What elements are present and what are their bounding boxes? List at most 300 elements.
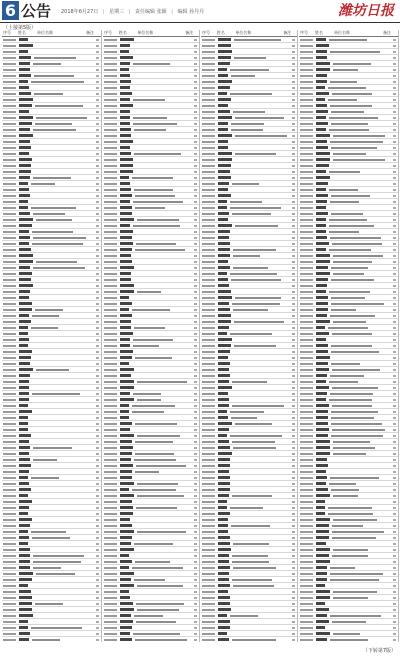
row-person-name <box>218 338 232 340</box>
row-person-name <box>316 176 330 178</box>
row-person-name <box>19 116 33 118</box>
row-serial <box>202 333 215 335</box>
row-person-name <box>316 614 327 616</box>
row-person-name <box>316 530 329 532</box>
row-serial <box>300 555 313 557</box>
row-person-name <box>218 368 229 370</box>
row-person-name <box>218 548 231 550</box>
row-employer <box>333 549 368 551</box>
row-serial <box>3 81 16 83</box>
row-employer <box>33 129 76 131</box>
row-serial <box>3 633 16 635</box>
row-person-name <box>19 44 33 46</box>
row-serial <box>104 255 117 257</box>
row-person-name <box>218 596 230 598</box>
row-person-name <box>316 182 328 184</box>
row-serial <box>3 555 16 557</box>
row-remark <box>96 597 99 599</box>
column-header-label: 姓名 <box>118 30 127 35</box>
row-remark <box>96 405 99 407</box>
row-person-name <box>316 212 328 214</box>
row-serial <box>104 237 117 239</box>
row-person-name <box>120 266 134 268</box>
row-serial <box>300 441 313 443</box>
row-remark <box>96 285 99 287</box>
row-person-name <box>19 446 30 448</box>
row-person-name <box>316 608 329 610</box>
row-serial <box>202 321 215 323</box>
row-employer <box>232 561 269 563</box>
column-header-label: 序号 <box>202 30 210 35</box>
row-remark <box>96 495 99 497</box>
row-remark <box>96 315 99 317</box>
row-serial <box>3 123 16 125</box>
row-person-name <box>218 188 228 190</box>
row-employer <box>135 357 172 359</box>
row-remark <box>393 159 396 161</box>
row-remark <box>292 219 295 221</box>
row-person-name <box>19 128 30 130</box>
row-person-name <box>120 368 134 370</box>
row-serial <box>104 297 117 299</box>
row-serial <box>3 297 16 299</box>
column-header-label: 单位名称 <box>334 30 350 35</box>
row-person-name <box>120 62 130 64</box>
row-person-name <box>19 296 29 298</box>
row-serial <box>104 345 117 347</box>
row-serial <box>202 411 215 413</box>
row-remark <box>194 381 197 383</box>
row-remark <box>393 561 396 563</box>
row-serial <box>300 639 313 641</box>
row-remark <box>96 141 99 143</box>
notice-row <box>201 637 297 642</box>
row-person-name <box>218 62 230 64</box>
row-remark <box>393 231 396 233</box>
row-person-name <box>120 506 133 508</box>
row-remark <box>96 183 99 185</box>
row-remark <box>96 519 99 521</box>
row-employer <box>331 417 374 419</box>
row-remark <box>96 189 99 191</box>
row-serial <box>202 573 215 575</box>
row-serial <box>300 495 313 497</box>
row-person-name <box>19 200 28 202</box>
row-remark <box>292 375 295 377</box>
row-remark <box>194 249 197 251</box>
row-employer <box>132 405 175 407</box>
row-employer <box>135 207 165 209</box>
row-remark <box>194 69 197 71</box>
row-serial <box>202 513 215 515</box>
row-person-name <box>120 380 134 382</box>
row-person-name <box>316 494 330 496</box>
row-remark <box>96 531 99 533</box>
row-person-name <box>120 152 131 154</box>
row-remark <box>96 549 99 551</box>
row-employer <box>333 63 371 65</box>
row-remark <box>96 375 99 377</box>
row-remark <box>292 471 295 473</box>
row-employer <box>136 507 177 509</box>
row-remark <box>96 537 99 539</box>
row-serial <box>3 609 16 611</box>
row-remark <box>292 447 295 449</box>
row-remark <box>194 393 197 395</box>
notice-row <box>299 637 398 642</box>
row-person-name <box>218 626 230 628</box>
row-serial <box>3 339 16 341</box>
row-remark <box>194 63 197 65</box>
row-person-name <box>120 146 130 148</box>
row-serial <box>104 207 117 209</box>
row-serial <box>3 579 16 581</box>
row-remark <box>96 363 99 365</box>
row-person-name <box>316 392 327 394</box>
row-serial <box>104 369 117 371</box>
column-header-label: 姓名 <box>18 30 26 35</box>
row-person-name <box>120 56 133 58</box>
row-person-name <box>19 158 32 160</box>
row-person-name <box>120 398 134 400</box>
row-remark <box>96 195 99 197</box>
row-serial <box>202 45 215 47</box>
row-remark <box>393 285 396 287</box>
row-person-name <box>316 422 328 424</box>
row-person-name <box>120 524 132 526</box>
row-remark <box>194 615 197 617</box>
row-person-name <box>316 128 326 130</box>
row-employer <box>329 483 356 485</box>
row-employer <box>333 597 368 599</box>
page-number: 6 <box>2 1 19 20</box>
row-person-name <box>218 116 232 118</box>
row-serial <box>104 219 117 221</box>
row-remark <box>393 621 396 623</box>
row-person-name <box>218 206 227 208</box>
row-person-name <box>218 308 230 310</box>
row-remark <box>194 141 197 143</box>
row-serial <box>300 75 313 77</box>
row-person-name <box>316 332 329 334</box>
row-serial <box>202 471 215 473</box>
row-remark <box>96 585 99 587</box>
row-serial <box>202 327 215 329</box>
row-employer <box>132 489 176 491</box>
row-employer <box>233 309 268 311</box>
row-serial <box>3 219 16 221</box>
row-person-name <box>316 134 330 136</box>
row-serial <box>3 69 16 71</box>
row-serial <box>300 261 313 263</box>
row-remark <box>393 207 396 209</box>
notice-column-1 <box>2 30 102 642</box>
row-serial <box>3 147 16 149</box>
separator: | <box>102 9 105 15</box>
row-serial <box>202 507 215 509</box>
row-remark <box>194 555 197 557</box>
row-remark <box>393 453 396 455</box>
row-serial <box>3 387 16 389</box>
row-serial <box>300 309 313 311</box>
row-remark <box>292 567 295 569</box>
row-remark <box>292 57 295 59</box>
row-serial <box>104 75 117 77</box>
row-person-name <box>19 404 28 406</box>
row-person-name <box>218 410 227 412</box>
row-employer <box>137 495 184 497</box>
row-person-name <box>316 386 329 388</box>
row-remark <box>292 261 295 263</box>
row-employer <box>133 63 170 65</box>
row-serial <box>3 309 16 311</box>
row-employer <box>231 129 263 131</box>
row-serial <box>3 333 16 335</box>
row-remark <box>194 315 197 317</box>
row-serial <box>3 393 16 395</box>
row-serial <box>104 57 117 59</box>
row-serial <box>3 501 16 503</box>
row-remark <box>393 465 396 467</box>
row-remark <box>393 81 396 83</box>
row-person-name <box>316 224 326 226</box>
row-employer <box>33 237 86 239</box>
row-employer <box>329 39 367 41</box>
row-serial <box>3 171 16 173</box>
row-person-name <box>218 158 232 160</box>
row-serial <box>202 123 215 125</box>
row-serial <box>104 51 117 53</box>
row-person-name <box>218 422 232 424</box>
row-remark <box>393 111 396 113</box>
row-remark <box>194 495 197 497</box>
row-serial <box>104 417 117 419</box>
row-serial <box>3 249 16 251</box>
row-person-name <box>120 572 134 574</box>
row-serial <box>3 513 16 515</box>
row-remark <box>393 279 396 281</box>
row-serial <box>104 597 117 599</box>
row-serial <box>300 381 313 383</box>
row-serial <box>300 453 313 455</box>
row-person-name <box>316 56 327 58</box>
row-employer <box>329 249 371 251</box>
row-serial <box>104 321 117 323</box>
row-remark <box>194 639 197 641</box>
row-person-name <box>316 260 330 262</box>
row-person-name <box>19 50 28 52</box>
row-remark <box>96 279 99 281</box>
row-person-name <box>19 620 28 622</box>
row-person-name <box>316 602 325 604</box>
row-person-name <box>19 392 29 394</box>
row-person-name <box>218 470 229 472</box>
row-serial <box>3 483 16 485</box>
row-remark <box>393 405 396 407</box>
row-serial <box>300 567 313 569</box>
row-remark <box>292 531 295 533</box>
row-remark <box>393 399 396 401</box>
row-serial <box>104 495 117 497</box>
row-person-name <box>218 182 229 184</box>
row-person-name <box>316 188 326 190</box>
row-remark <box>393 555 396 557</box>
row-remark <box>194 111 197 113</box>
row-person-name <box>218 356 228 358</box>
row-person-name <box>120 416 129 418</box>
row-person-name <box>316 476 327 478</box>
row-employer <box>230 507 263 509</box>
row-employer <box>33 567 61 569</box>
row-serial <box>202 375 215 377</box>
column-header <box>299 30 398 37</box>
row-person-name <box>218 194 231 196</box>
row-serial <box>3 129 16 131</box>
row-employer <box>232 183 259 185</box>
row-serial <box>104 81 117 83</box>
row-remark <box>194 273 197 275</box>
row-employer <box>31 207 76 209</box>
row-person-name <box>316 338 326 340</box>
row-person-name <box>19 182 28 184</box>
row-serial <box>104 363 117 365</box>
row-person-name <box>19 380 29 382</box>
row-serial <box>3 543 16 545</box>
row-serial <box>104 177 117 179</box>
row-serial <box>3 537 16 539</box>
row-remark <box>194 447 197 449</box>
row-employer <box>232 441 275 443</box>
row-remark <box>292 93 295 95</box>
row-serial <box>202 243 215 245</box>
row-serial <box>3 165 16 167</box>
row-person-name <box>316 86 325 88</box>
row-remark <box>96 507 99 509</box>
row-remark <box>292 423 295 425</box>
row-serial <box>202 501 215 503</box>
issue-weekday: 星期三 <box>109 9 125 15</box>
row-serial <box>300 327 313 329</box>
row-employer <box>133 201 183 203</box>
row-remark <box>96 483 99 485</box>
row-serial <box>104 501 117 503</box>
row-employer <box>34 57 76 59</box>
row-person-name <box>120 332 133 334</box>
row-serial <box>202 453 215 455</box>
row-serial <box>3 207 16 209</box>
row-serial <box>300 141 313 143</box>
row-remark <box>393 117 396 119</box>
row-serial <box>300 435 313 437</box>
row-remark <box>292 603 295 605</box>
row-person-name <box>120 548 134 550</box>
row-serial <box>3 255 16 257</box>
row-serial <box>300 411 313 413</box>
row-person-name <box>218 476 230 478</box>
row-person-name <box>218 104 228 106</box>
row-serial <box>300 339 313 341</box>
row-employer <box>137 219 179 221</box>
row-employer <box>136 465 186 467</box>
row-remark <box>96 303 99 305</box>
row-serial <box>3 381 16 383</box>
row-person-name <box>218 320 231 322</box>
row-serial <box>202 459 215 461</box>
row-employer <box>34 93 63 95</box>
row-person-name <box>218 302 229 304</box>
notice-row <box>103 637 199 642</box>
row-remark <box>96 327 99 329</box>
row-remark <box>194 567 197 569</box>
row-remark <box>194 627 197 629</box>
row-employer <box>133 345 159 347</box>
row-serial <box>3 639 16 641</box>
row-serial <box>202 591 215 593</box>
row-employer <box>137 531 186 533</box>
row-person-name <box>316 434 328 436</box>
row-person-name <box>316 164 329 166</box>
row-person-name <box>120 74 130 76</box>
row-serial <box>3 567 16 569</box>
row-person-name <box>120 302 132 304</box>
row-remark <box>96 417 99 419</box>
row-remark <box>393 447 396 449</box>
row-serial <box>202 399 215 401</box>
row-employer <box>133 633 180 635</box>
row-person-name <box>316 482 326 484</box>
row-serial <box>300 597 313 599</box>
row-person-name <box>316 194 328 196</box>
row-person-name <box>218 212 229 214</box>
row-person-name <box>19 284 33 286</box>
row-remark <box>292 249 295 251</box>
row-person-name <box>120 44 130 46</box>
row-remark <box>292 177 295 179</box>
row-person-name <box>120 218 134 220</box>
row-remark <box>96 525 99 527</box>
row-remark <box>393 147 396 149</box>
row-remark <box>393 591 396 593</box>
row-person-name <box>316 380 326 382</box>
row-serial <box>3 141 16 143</box>
row-serial <box>3 399 16 401</box>
row-person-name <box>218 278 228 280</box>
row-employer <box>133 225 180 227</box>
row-remark <box>194 267 197 269</box>
row-serial <box>300 105 313 107</box>
row-employer <box>328 327 368 329</box>
row-employer <box>332 537 376 539</box>
row-employer <box>333 519 377 521</box>
row-person-name <box>316 626 325 628</box>
row-person-name <box>19 452 29 454</box>
row-remark <box>96 153 99 155</box>
row-person-name <box>218 296 232 298</box>
row-serial <box>202 417 215 419</box>
row-remark <box>393 411 396 413</box>
row-person-name <box>120 476 132 478</box>
row-person-name <box>120 392 130 394</box>
row-serial <box>104 99 117 101</box>
row-serial <box>300 333 313 335</box>
row-serial <box>104 519 117 521</box>
row-person-name <box>316 320 330 322</box>
row-person-name <box>120 230 133 232</box>
row-serial <box>300 219 313 221</box>
row-serial <box>300 159 313 161</box>
row-person-name <box>218 524 228 526</box>
row-remark <box>393 513 396 515</box>
